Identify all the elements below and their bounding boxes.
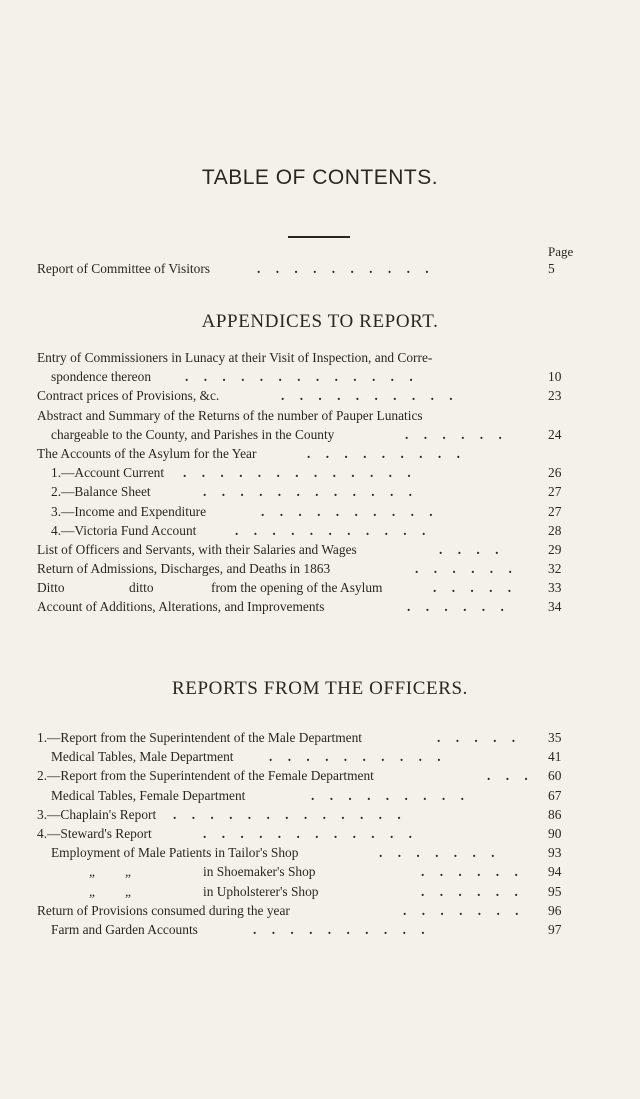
toc-entry-text: 1.—Report from the Superintendent of the Male Department [37,730,363,745]
toc-row [37,766,572,785]
toc-entry-page: 28 [548,522,562,538]
toc-row [37,882,572,901]
leader-dots: . . . . . . . . . . . . . [185,369,419,385]
toc-row [37,597,572,616]
toc-entry-page: 96 [548,902,562,918]
toc-row [37,901,572,920]
toc-entry-text: Account of Additions, Alterations, and Improvements [37,599,325,615]
toc-row [37,521,572,540]
toc-entry-text: Ditto [37,580,65,596]
toc-entry-ditto: „ [125,883,131,899]
toc-row [37,482,572,501]
toc-row [37,444,572,463]
toc-row [37,425,572,444]
toc-row [37,259,572,278]
toc-row [37,728,572,747]
toc-row [37,559,572,578]
title-rule [288,236,350,238]
toc-row [37,862,572,881]
toc-entry-text: 3.—Income and Expenditure [51,503,207,519]
leader-dots: . . . . . . . [379,845,501,861]
toc-entry-ditto: ditto [129,580,154,596]
toc-entry-text: 3.—Chaplain's Report [37,806,157,822]
toc-entry-ditto: „ [125,864,131,880]
leader-dots: . . . . . . . . . [311,787,470,803]
toc-entry-text: Return of Admissions, Discharges, and Deaths in 1863 [37,561,331,577]
toc-entry-ditto: „ [89,864,95,880]
leader-dots: . . . . . . . . . [307,445,466,461]
leader-dots: . . . . . . . . . . . . . [183,465,417,481]
leader-dots: . . . . . . [421,883,524,899]
leader-dots: . . . . . . . . . . [269,749,447,765]
toc-entry-text: Report of Committee of Visitors [37,261,211,276]
toc-entry-page: 29 [548,541,562,557]
toc-entry-text: The Accounts of the Asylum for the Year [37,445,257,461]
toc-entry-page: 24 [548,426,562,442]
toc-entry-page: 10 [548,369,562,385]
leader-dots: . . . . . . . . . . [261,503,439,519]
toc-row [37,406,572,425]
toc-entry-text: List of Officers and Servants, with their Salaries and Wages [37,541,357,557]
toc-row [37,386,572,405]
toc-entry-text: in Shoemaker's Shop [203,864,316,880]
toc-entry-text: Medical Tables, Male Department [51,749,234,765]
leader-dots: . . . . . . [415,561,518,577]
toc-entry-text: Farm and Garden Accounts [51,921,198,937]
toc-row [37,786,572,805]
toc-entry-page: 23 [548,388,562,404]
toc-entry-page: 27 [548,484,562,500]
leader-dots: . . . . . . [421,864,524,880]
toc-entry-text: 2.—Balance Sheet [51,484,151,500]
page-title: TABLE OF CONTENTS. [201,166,439,189]
toc-entry-text: chargeable to the County, and Parishes in the County [51,426,335,442]
leader-dots: . . . . . . [407,599,510,615]
leader-dots: . . . . . . . . . . . . [203,825,418,841]
toc-entry-page: 94 [548,864,562,880]
toc-entry-page: 5 [548,261,555,276]
leader-dots: . . . . . . . [403,902,525,918]
toc-row [37,540,572,559]
toc-row [37,920,572,939]
leader-dots: . . . . [439,541,505,557]
toc-entry-page: 26 [548,465,562,481]
leader-dots: . . . . . . [405,426,508,442]
toc-entry-page: 27 [548,503,562,519]
leader-dots: . . . . . . . . . . [253,921,431,937]
toc-entry-text: 4.—Steward's Report [37,825,152,841]
toc-row [37,502,572,521]
toc-entry-page: 67 [548,787,562,803]
appendices-list [37,348,572,617]
toc-entry-text: Abstract and Summary of the Returns of the number of Pauper Lunatics [37,407,423,423]
toc-entry-page: 34 [548,599,562,615]
officers-list [37,728,572,939]
toc-entry-text: 2.—Report from the Superintendent of the Female Department [37,768,374,784]
toc-row [37,843,572,862]
toc-entry-page: 86 [548,806,562,822]
page-column-label: Page [548,244,574,259]
leader-dots: . . . . . [437,730,522,745]
toc-entry-text: in Upholsterer's Shop [203,883,319,899]
leader-dots: . . . . . . . . . . . [235,522,432,538]
toc-entry-text: 4.—Victoria Fund Account [51,522,197,538]
leader-dots: . . . [487,768,534,784]
toc-entry-ditto: „ [89,883,95,899]
toc-entry-text: Medical Tables, Female Department [51,787,246,803]
toc-entry-page: 97 [548,921,562,937]
appendices-heading: APPENDICES TO REPORT. [201,311,439,332]
toc-row [37,747,572,766]
toc-row [37,824,572,843]
toc-entry-text-continued: from the opening of the Asylum [211,580,383,596]
toc-row [37,578,572,597]
toc-entry-page: 93 [548,845,562,861]
toc-entry-text: Entry of Commissioners in Lunacy at their Visit of Inspection, and Corre- [37,350,433,365]
officers-heading: REPORTS FROM THE OFFICERS. [171,678,469,699]
toc-row [37,463,572,482]
toc-entry-text: Return of Provisions consumed during the year [37,902,290,918]
leader-dots: . . . . . . . . . . . . [203,484,418,500]
toc-entry-page: 35 [548,730,562,745]
toc-entry-page: 60 [548,768,562,784]
leader-dots: . . . . . . . . . . [281,388,459,404]
toc-row [37,367,572,386]
leader-dots: . . . . . . . . . . [257,261,435,276]
toc-entry-text: Contract prices of Provisions, &c. [37,388,220,404]
toc-entry-text: spondence thereon [51,369,152,385]
toc-entry-text: 1.—Account Current [51,465,165,481]
toc-entry-page: 32 [548,561,562,577]
intro-entry [37,259,572,278]
toc-entry-page: 33 [548,580,562,596]
toc-entry-text: Employment of Male Patients in Tailor's Shop [51,845,299,861]
toc-row [37,805,572,824]
toc-entry-page: 95 [548,883,562,899]
toc-row [37,348,572,367]
toc-entry-page: 90 [548,825,562,841]
leader-dots: . . . . . . . . . . . . . [173,806,407,822]
toc-entry-page: 41 [548,749,562,765]
leader-dots: . . . . . [433,580,518,596]
